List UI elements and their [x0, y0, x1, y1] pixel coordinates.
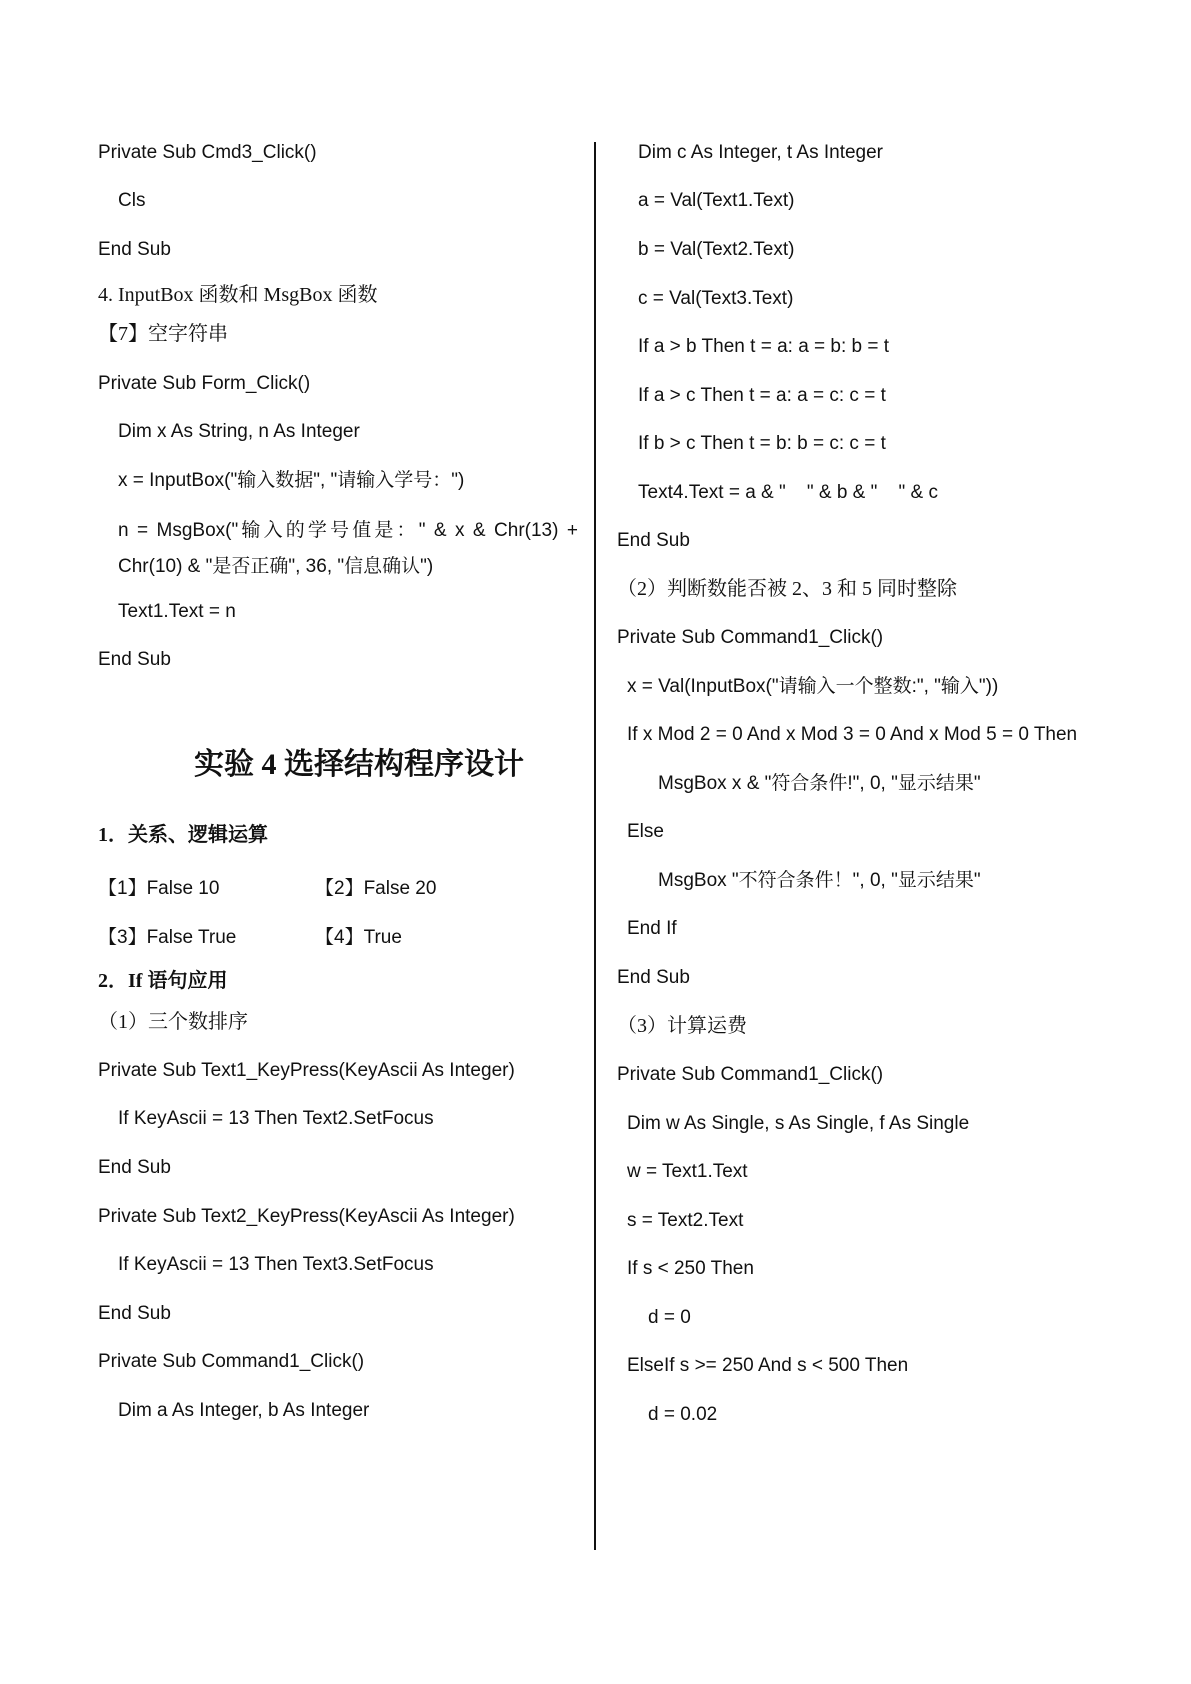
- code-line: b = Val(Text2.Text): [638, 239, 795, 260]
- code-line: Dim w As Single, s As Single, f As Single: [627, 1113, 970, 1134]
- subsection-label: （1）三个数排序: [98, 1011, 248, 1033]
- code-line: Private Sub Cmd3_Click(): [98, 142, 317, 163]
- code-line: Private Sub Form_Click(): [98, 373, 311, 394]
- subsection-heading: 2．If 语句应用: [98, 970, 228, 992]
- code-line: Private Sub Text2_KeyPress(KeyAscii As Integer): [98, 1206, 515, 1227]
- code-line: ElseIf s >= 250 And s < 500 Then: [627, 1355, 909, 1376]
- code-line: End If: [627, 918, 677, 939]
- code-line: MsgBox x & "符合条件!", 0, "显示结果": [658, 773, 981, 794]
- code-line: End Sub: [98, 1157, 171, 1178]
- code-line: Private Sub Command1_Click(): [617, 627, 884, 648]
- code-line: MsgBox "不符合条件！", 0, "显示结果": [658, 870, 981, 891]
- code-line: a = Val(Text1.Text): [638, 190, 795, 211]
- code-line: If s < 250 Then: [627, 1258, 754, 1279]
- subsection-label: （3）计算运费: [617, 1015, 747, 1037]
- code-line: s = Text2.Text: [627, 1210, 744, 1231]
- code-line: End Sub: [98, 649, 171, 670]
- code-line: Private Sub Command1_Click(): [98, 1351, 365, 1372]
- code-line: If b > c Then t = b: b = c: c = t: [638, 433, 886, 454]
- column-divider: [594, 142, 596, 1550]
- code-line: d = 0.02: [648, 1404, 718, 1425]
- code-line: Text4.Text = a & " " & b & " " & c: [638, 482, 938, 503]
- code-line: End Sub: [98, 1303, 171, 1324]
- subsection-heading: 1．关系、逻辑运算: [98, 824, 268, 846]
- code-line: Text1.Text = n: [118, 601, 236, 622]
- code-line: Private Sub Text1_KeyPress(KeyAscii As Integer): [98, 1060, 515, 1081]
- answer-item: 【1】False 10: [98, 878, 220, 899]
- answer-item: 【4】True: [315, 927, 402, 948]
- subsection-label: （2）判断数能否被 2、3 和 5 同时整除: [617, 578, 957, 600]
- code-line: c = Val(Text3.Text): [638, 288, 794, 309]
- code-line: End Sub: [98, 239, 171, 260]
- code-line: x = InputBox("输入数据", "请输入学号："): [118, 470, 465, 491]
- section-title: 实验 4 选择结构程序设计: [194, 748, 524, 781]
- code-line: Dim c As Integer, t As Integer: [638, 142, 884, 163]
- code-line: Cls: [118, 190, 146, 211]
- code-line: d = 0: [648, 1307, 691, 1328]
- code-line: End Sub: [617, 967, 690, 988]
- code-line: w = Text1.Text: [627, 1161, 748, 1182]
- code-line: Else: [627, 821, 664, 842]
- code-line: Private Sub Command1_Click(): [617, 1064, 884, 1085]
- answer-line: 【7】空字符串: [98, 323, 228, 345]
- code-line: Dim x As String, n As Integer: [118, 421, 360, 442]
- code-line: If KeyAscii = 13 Then Text3.SetFocus: [118, 1254, 434, 1275]
- code-line: If a > b Then t = a: a = b: b = t: [638, 336, 890, 357]
- subsection-heading: 4. InputBox 函数和 MsgBox 函数: [98, 284, 378, 306]
- code-line: If x Mod 2 = 0 And x Mod 3 = 0 And x Mod 5 = 0 Then: [627, 724, 1078, 745]
- code-line: x = Val(InputBox("请输入一个整数:", "输入")): [627, 676, 999, 697]
- code-line: Dim a As Integer, b As Integer: [118, 1400, 370, 1421]
- code-line-wrapped: n = MsgBox("输入的学号值是：" & x & Chr(13) + Chr(10) & "是否正确", 36, "信息确认"): [118, 520, 578, 577]
- code-line: End Sub: [617, 530, 690, 551]
- code-line: If KeyAscii = 13 Then Text2.SetFocus: [118, 1108, 434, 1129]
- answer-item: 【3】False True: [98, 927, 237, 948]
- answer-item: 【2】False 20: [315, 878, 437, 899]
- code-line: If a > c Then t = a: a = c: c = t: [638, 385, 886, 406]
